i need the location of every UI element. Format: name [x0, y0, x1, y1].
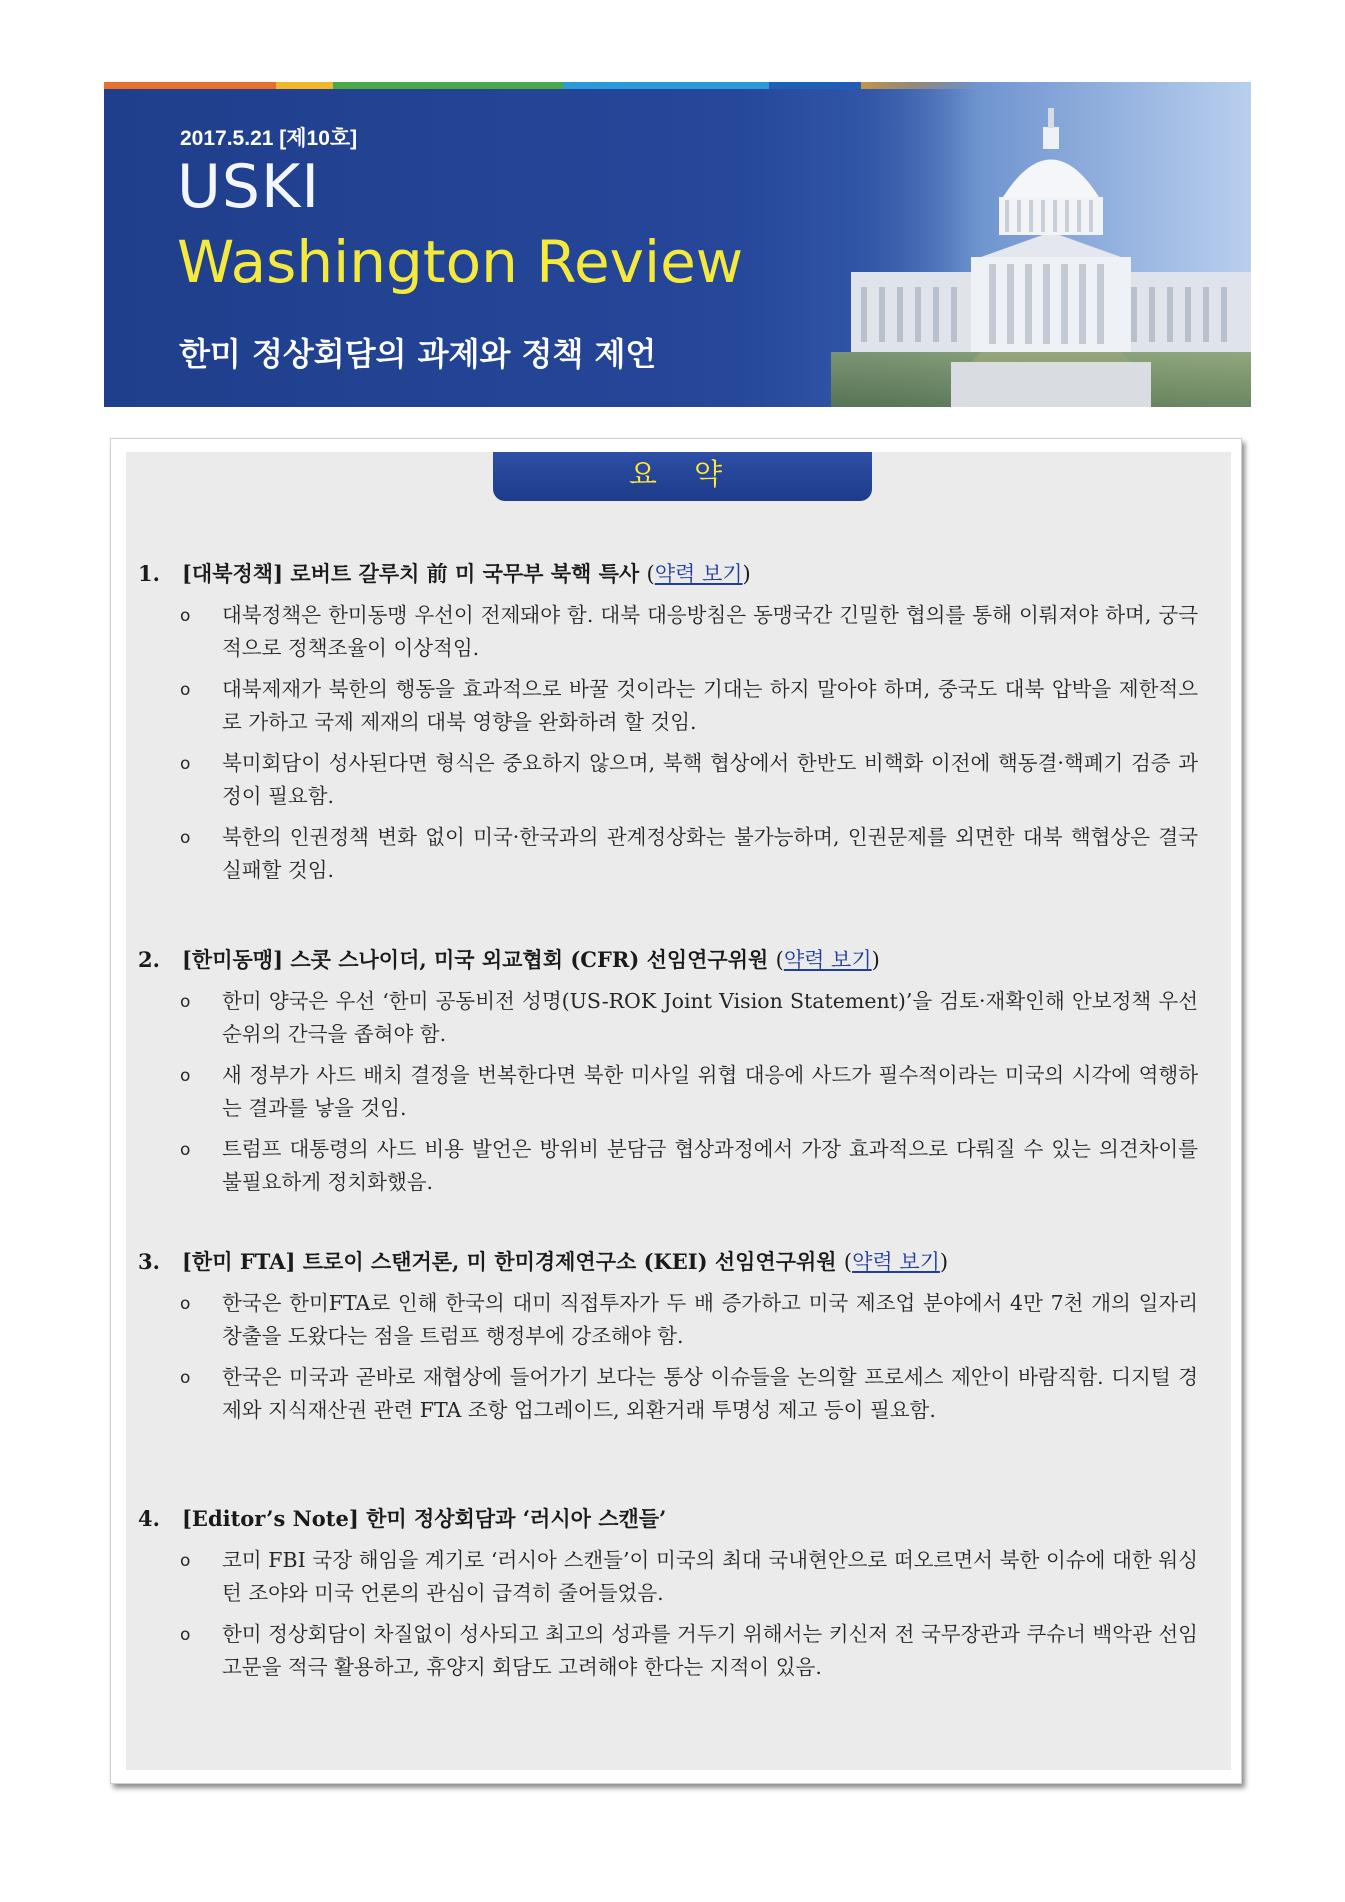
bullet-mark: o — [180, 1551, 191, 1571]
list-item — [138, 821, 1198, 887]
list-item — [138, 1287, 1198, 1353]
header-banner — [104, 82, 1251, 407]
bio-link[interactable]: 약력 보기 — [852, 1250, 940, 1274]
list-item — [138, 1361, 1198, 1427]
list-item — [138, 1618, 1198, 1684]
bullet-mark: o — [180, 680, 191, 700]
bullet-mark: o — [180, 1294, 191, 1314]
bullet-text: 대북제재가 북한의 행동을 효과적으로 바꿀 것이라는 기대는 하지 말아야 하며, 중국도 대북 압박을 제한적으로 가하고 국제 제재의 대북 영향을 완화하려 할 것임. — [222, 677, 1198, 734]
summary-section — [138, 943, 1198, 1199]
bullet-mark: o — [180, 1625, 191, 1645]
bullet-text: 한미 정상회담이 차질없이 성사되고 최고의 성과를 거두기 위해서는 키신저 전 국무장관과 쿠슈너 백악관 선임고문을 적극 활용하고, 휴양지 회담도 고려해야 한다는 지적이 있음. — [222, 1622, 1198, 1679]
bullet-text: 트럼프 대통령의 사드 비용 발언은 방위비 분담금 협상과정에서 가장 효과적으로 다뤄질 수 있는 의견차이를 불필요하게 정치화했음. — [222, 1137, 1198, 1194]
bullet-mark: o — [180, 1368, 191, 1388]
section-number: 1. — [138, 561, 160, 586]
section-heading: 2. [한미동맹] 스콧 스나이더, 미국 외교협회 (CFR) 선임연구위원 (약력 보기) — [138, 943, 1198, 977]
strip-segment — [104, 82, 276, 89]
summary-tab-label: 요 약 — [493, 452, 872, 501]
bullet-text: 한미 양국은 우선 ‘한미 공동비전 성명(US-ROK Joint Vision Statement)’을 검토·재확인해 안보정책 우선순위의 간극을 좁혀야 함. — [222, 989, 1198, 1046]
bullet-text: 대북정책은 한미동맹 우선이 전제돼야 함. 대북 대응방침은 동맹국간 긴밀한 협의를 통해 이뤄져야 하며, 궁극적으로 정책조율이 이상적임. — [222, 603, 1198, 660]
list-item — [138, 985, 1198, 1051]
bullet-mark: o — [180, 1066, 191, 1086]
bullet-mark: o — [180, 754, 191, 774]
section-number: 4. — [138, 1506, 160, 1531]
section-heading — [138, 1502, 1198, 1536]
list-item — [138, 1133, 1198, 1199]
section-title: [한미동맹] 스콧 스나이더, 미국 외교협회 (CFR) 선임연구위원 — [182, 947, 769, 972]
strip-segment — [333, 82, 562, 89]
section-heading: 1. [대북정책] 로버트 갈루치 前 미 국무부 북핵 특사 (약력 보기) — [138, 557, 1198, 591]
section-title: [한미 FTA] 트로이 스탠거론, 미 한미경제연구소 (KEI) 선임연구위원 — [182, 1249, 837, 1274]
list-item — [138, 599, 1198, 665]
bio-link[interactable]: 약력 보기 — [783, 948, 872, 972]
list-item — [138, 1059, 1198, 1125]
summary-section — [138, 1245, 1198, 1427]
bullet-text: 북한의 인권정책 변화 없이 미국·한국과의 관계정상화는 불가능하며, 인권문제를 외면한 대북 핵협상은 결국 실패할 것임. — [222, 825, 1198, 882]
issue-date: 2017.5.21 [제10호] — [180, 127, 358, 150]
summary-section — [138, 1502, 1198, 1684]
bullet-text: 한국은 한미FTA로 인해 한국의 대미 직접투자가 두 배 증가하고 미국 제조업 분야에서 4만 7천 개의 일자리 창출을 도왔다는 점을 트럼프 행정부에 강조해야 함. — [222, 1291, 1198, 1348]
bullet-text: 새 정부가 사드 배치 결정을 번복한다면 북한 미사일 위협 대응에 사드가 필수적이라는 미국의 시각에 역행하는 결과를 낳을 것임. — [222, 1063, 1198, 1120]
bullet-mark: o — [180, 1140, 191, 1160]
report-title: 한미 정상회담의 과제와 정책 제언 — [179, 335, 657, 373]
bullet-mark: o — [180, 606, 191, 626]
bullet-text: 한국은 미국과 곧바로 재협상에 들어가기 보다는 통상 이슈들을 논의할 프로세스 제안이 바람직함. 디지털 경제와 지식재산권 관련 FTA 조항 업그레이드, 외환거래 투명성 제고 등이 필요함. — [222, 1365, 1198, 1422]
section-title: [대북정책] 로버트 갈루치 前 미 국무부 북핵 특사 — [182, 561, 640, 586]
bio-link[interactable]: 약력 보기 — [654, 562, 743, 586]
bullet-mark: o — [180, 992, 191, 1012]
section-number: 2. — [138, 947, 160, 972]
section-title: [Editor’s Note] 한미 정상회담과 ‘러시아 스캔들’ — [182, 1506, 667, 1531]
bullet-text: 코미 FBI 국장 해임을 계기로 ‘러시아 스캔들’이 미국의 최대 국내현안으로 떠오르면서 북한 이슈에 대한 워싱턴 조야와 미국 언론의 관심이 급격히 줄어들었음. — [222, 1548, 1198, 1605]
strip-segment — [276, 82, 333, 89]
series-title: Washington Review — [177, 228, 744, 296]
bullet-mark: o — [180, 828, 191, 848]
list-item — [138, 673, 1198, 739]
list-item — [138, 747, 1198, 813]
summary-section — [138, 557, 1198, 887]
list-item — [138, 1544, 1198, 1610]
section-number: 3. — [138, 1249, 160, 1274]
brand-title: USKI — [177, 152, 321, 222]
strip-segment — [563, 82, 769, 89]
bullet-text: 북미회담이 성사된다면 형식은 중요하지 않으며, 북핵 협상에서 한반도 비핵화 이전에 핵동결·핵폐기 검증 과정이 필요함. — [222, 751, 1198, 808]
section-heading: 3. [한미 FTA] 트로이 스탠거론, 미 한미경제연구소 (KEI) 선임연구위원 (약력 보기) — [138, 1245, 1198, 1279]
capitol-building-image — [831, 82, 1251, 407]
